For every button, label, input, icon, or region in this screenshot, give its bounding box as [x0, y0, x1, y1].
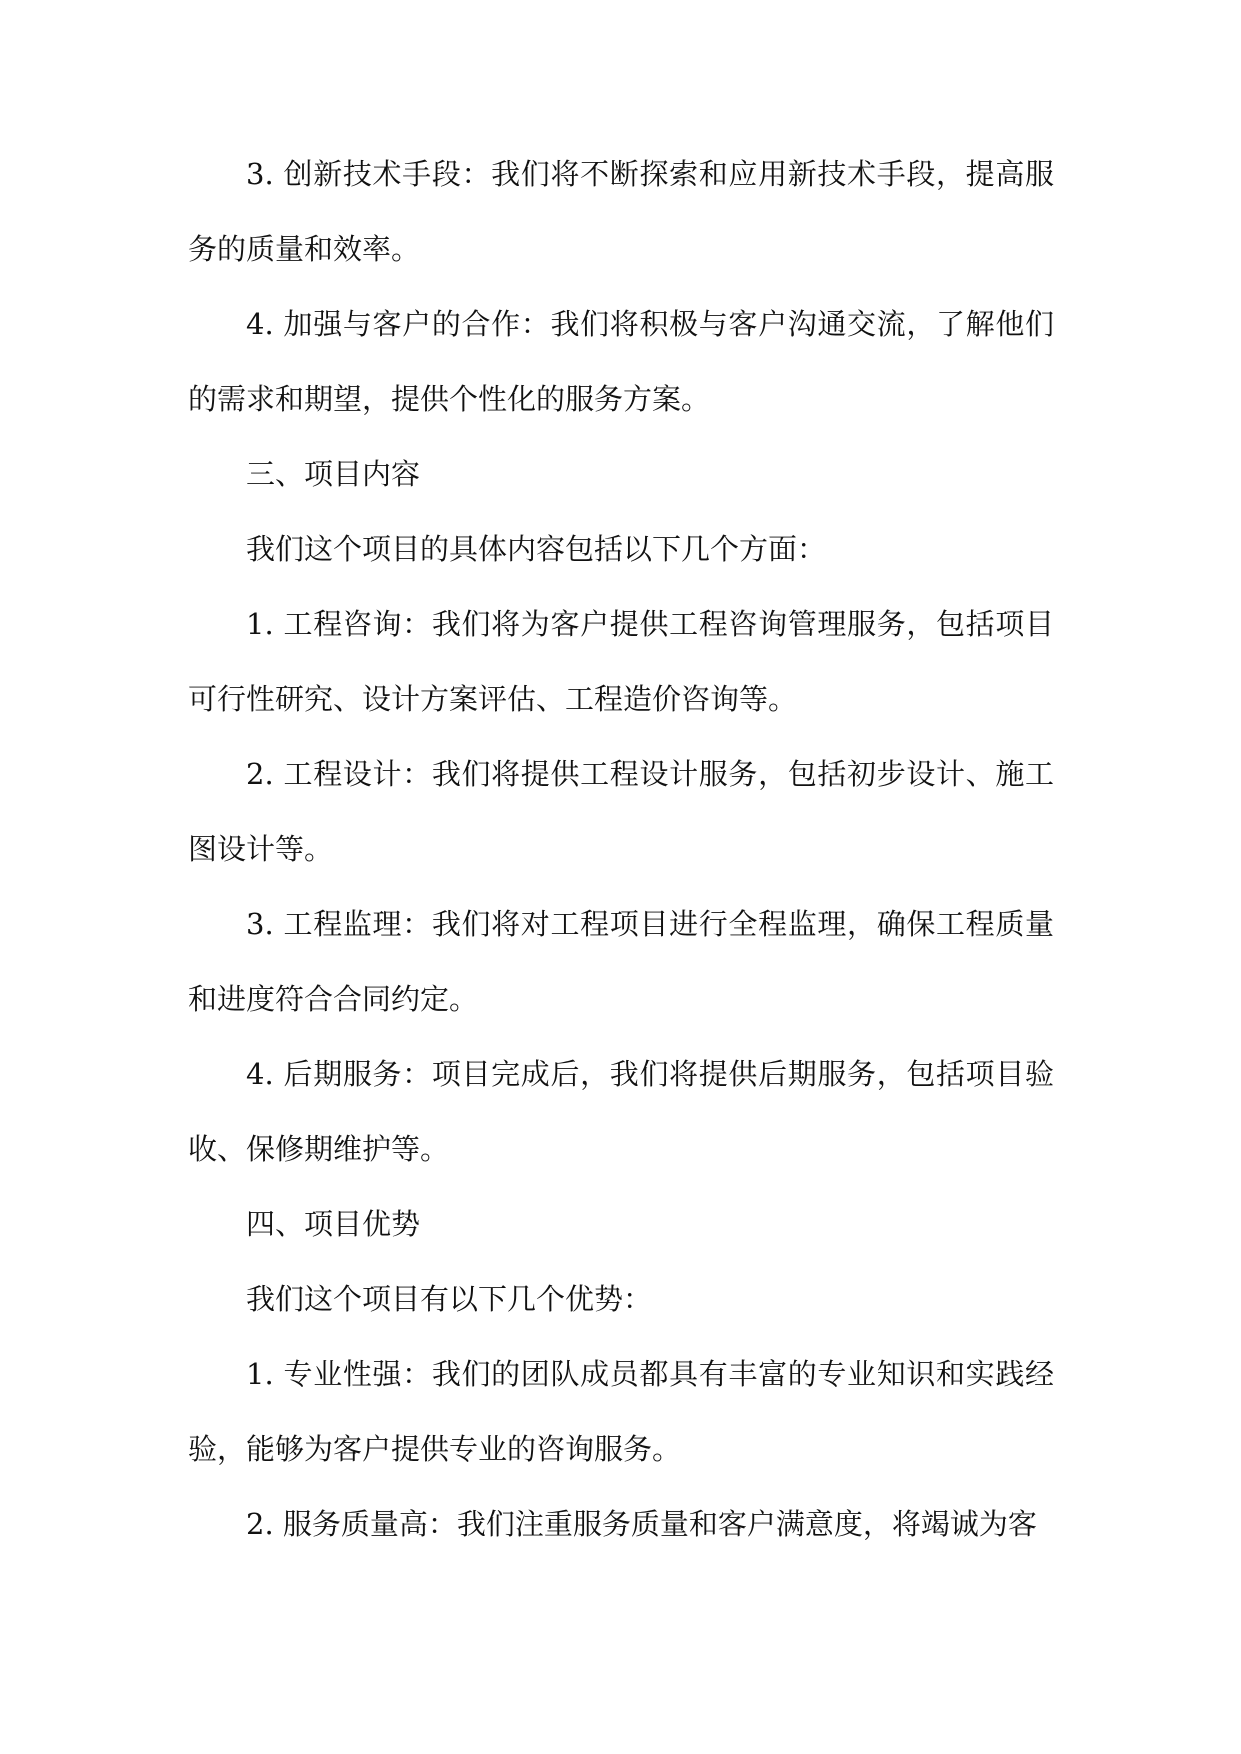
- section-heading-project-advantages: 四、项目优势: [246, 1207, 421, 1241]
- paragraph-client-cooperation: 4. 加强与客户的合作：我们将积极与客户沟通交流，了解他们的需求和期望，提供个性化的服务方案。: [188, 307, 1054, 416]
- paragraph-innovation-tech: 3. 创新技术手段：我们将不断探索和应用新技术手段，提高服务的质量和效率。: [188, 157, 1054, 266]
- document-body: [188, 137, 1054, 1562]
- paragraph-advantages-intro: 我们这个项目有以下几个优势：: [246, 1282, 653, 1316]
- paragraph-engineering-design: 2. 工程设计：我们将提供工程设计服务，包括初步设计、施工图设计等。: [188, 757, 1054, 866]
- paragraph-content-intro: 我们这个项目的具体内容包括以下几个方面：: [246, 532, 827, 566]
- paragraph-engineering-consulting: 1. 工程咨询：我们将为客户提供工程咨询管理服务，包括项目可行性研究、设计方案评估、工程造价咨询等。: [188, 607, 1054, 716]
- section-heading-project-content: 三、项目内容: [246, 457, 421, 491]
- paragraph-after-service: 4. 后期服务：项目完成后，我们将提供后期服务，包括项目验收、保修期维护等。: [188, 1057, 1054, 1166]
- paragraph-service-quality: 2. 服务质量高：我们注重服务质量和客户满意度，将竭诚为客: [246, 1507, 1037, 1541]
- paragraph-professional: 1. 专业性强：我们的团队成员都具有丰富的专业知识和实践经验，能够为客户提供专业的咨询服务。: [188, 1357, 1054, 1466]
- paragraph-engineering-supervision: 3. 工程监理：我们将对工程项目进行全程监理，确保工程质量和进度符合合同约定。: [188, 907, 1054, 1016]
